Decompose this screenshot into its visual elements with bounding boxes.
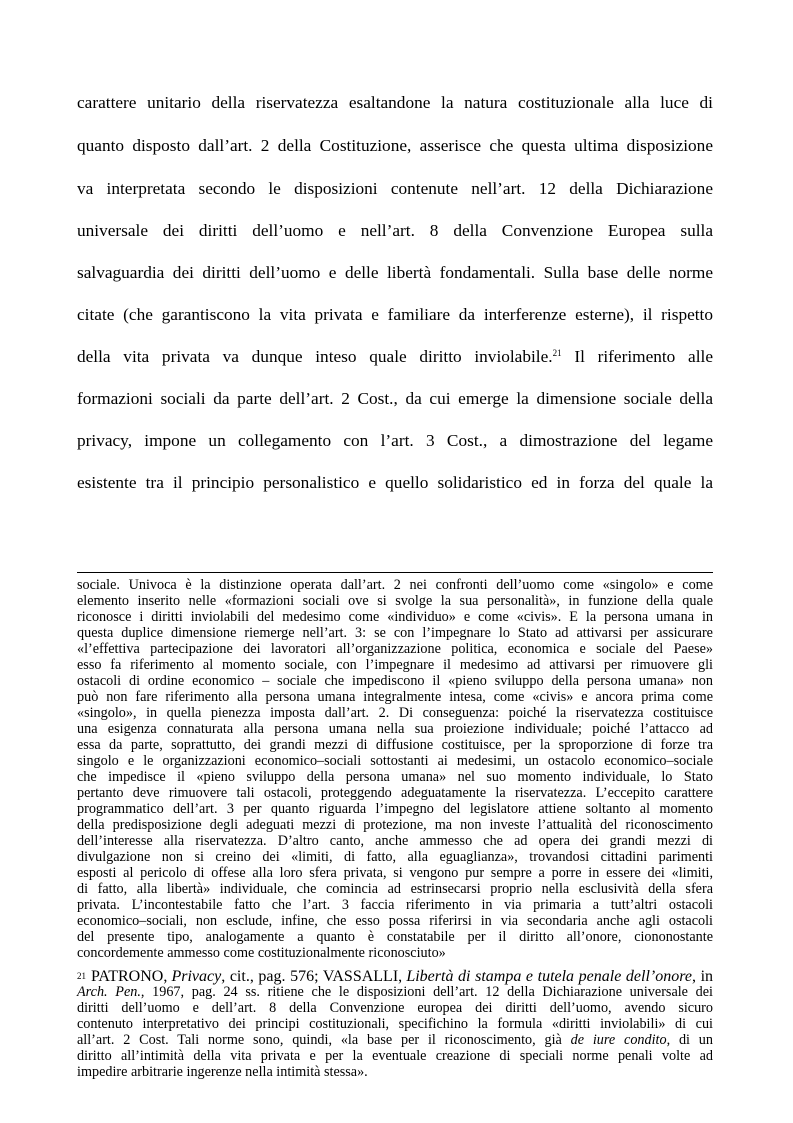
footnote-journal: Arch. Pen. [77,984,141,1000]
footnote-text: , cit., pag. 576; VASSALLI, [221,968,403,985]
footnote-line: programmatico dell’art. 3 per quanto riguarda l’impegno del legislatore attiene soltanto al momento [77,801,713,817]
footnote-line: riconosce i diritti inviolabili del medesimo come «individuo» e come «civis». E la persona umana in [77,609,713,625]
body-line: esistente tra il principio personalistico e quello solidaristico ed in forza del quale la [77,473,713,492]
footnote-line: del presente tipo, analogamente a quanto è constatabile per il diritto all’onore, ciononostante [77,929,713,945]
body-line: privacy, impone un collegamento con l’art. 3 Cost., a dimostrazione del legame [77,431,713,450]
footnote-line: economico–sociali, non esclude, infine, che esso possa riferirsi in via secondaria anche agli ostacoli [77,913,713,929]
footnote-title: Libertà di stampa e tutela penale dell’onore [406,968,692,985]
body-line: citate (che garantiscono la vita privata e familiare da interferenze esterne), il rispetto [77,305,713,324]
footnote-ref-21[interactable]: 21 [552,348,562,358]
footnote-line: pertanto deve rimuovere tali ostacoli, proteggendo adeguatamente la riservatezza. L’eccepito carattere [77,785,713,801]
footnote-line: divulgazione non si creino dei «limiti, di fatto, alla eguaglianza», trovandosi cittadini parimenti [77,849,713,865]
footnote-marker: 21 [77,971,86,981]
footnote-text: , 1967, pag. 24 ss. ritiene che le disposizioni dell’art. 12 della Dichiarazione universale dei [140,984,713,1000]
footnote-line [77,984,713,1000]
body-line: salvaguardia dei diritti dell’uomo e delle libertà fondamentali. Sulla base delle norme [77,263,713,282]
body-line: quanto disposto dall’art. 2 della Costituzione, asserisce che questa ultima disposizione [77,136,713,155]
footnote-line: «l’effettiva partecipazione dei lavoratori all’organizzazione politica, economica e sociale del Paese» [77,641,713,657]
footnote-line: dell’interesse alla riservatezza. D’altro canto, anche ammesso che ad opera dei grandi mezzi di [77,833,713,849]
footnote-line: di fatto, alla libertà» individuale, che comincia ad estrinsecarsi proprio nella esclusività della sfera [77,881,713,897]
footnote-line: diritti dell’uomo e dell’art. 8 della Convenzione europea dei diritti dell’uomo, avendo sicuro [77,1000,713,1016]
body-text-segment: Il riferimento alle [561,347,713,366]
footnote-line: ostacoli di ordine economico – sociale che impediscono il «pieno sviluppo della persona umana» non [77,673,713,689]
footnote-line: esso fa riferimento al momento sociale, con l’impegnare il medesimo ad attivarsi per rimuovere gli [77,657,713,673]
footnote-text: , in [691,968,714,985]
footnote-line: concordemente ammesso come costituzionalmente riconosciuto» [77,945,446,961]
footnote-line: esposti al pericolo di offese alla loro sfera privata, si vengono pur sempre a porre in essere dei «limiti, [77,865,713,881]
footnote-title: Privacy [171,968,222,985]
footnote-line: privata. L’incontestabile fatto che l’art. 3 faccia riferimento in via primaria a tutt’altri ostacoli [77,897,713,913]
footnote-line: impedire arbitrarie ingerenze nella intimità stessa». [77,1064,368,1080]
footnote-line: essa da parte, soprattutto, dei grandi mezzi di diffusione costituisce, per la sproporzione di forze tra [77,737,713,753]
footnote-line: contenuto interpretativo dei principi costituzionali, specifichino la formula «diritti inviolabili» di cui [77,1016,713,1032]
footnote-text: , di un [666,1032,713,1048]
footnote-line: diritto all’intimità della vita privata e per la eventuale creazione di speciali norme penali volte ad [77,1048,713,1064]
body-line: va interpretata secondo le disposizioni contenute nell’art. 12 della Dichiarazione [77,179,713,198]
footnote-latin: de iure condito [570,1032,667,1048]
footnote-line: elemento inserito nelle «formazioni sociali ove si svolge la sua personalità», in funzione della quale [77,593,713,609]
footnote-separator [77,572,713,573]
footnote-author: PATRONO, [91,968,168,985]
footnote-line: sociale. Univoca è la distinzione operata dall’art. 2 nei confronti dell’uomo come «singolo» e come [77,577,713,593]
footnote-text: all’art. 2 Cost. Tali norme sono, quindi, «la base per il riconoscimento, già [77,1032,562,1048]
body-line: carattere unitario della riservatezza esaltandone la natura costituzionale alla luce di [77,93,713,112]
body-text-segment: della vita privata va dunque inteso quale diritto inviolabile. [77,347,553,366]
footnote-line: può non fare riferimento alla persona umana integralmente intesa, come «civis» e ancora prima come [77,689,713,705]
footnote-line: «singolo», in quella pienezza imposta dall’art. 2. Di conseguenza: poiché la riservatezza costituisce [77,705,713,721]
footnote-line: che impedisce il «pieno sviluppo della persona umana» nel suo momento individuale, lo Stato [77,769,713,785]
footnote-line [77,968,713,984]
body-line: universale dei diritti dell’uomo e nell’art. 8 della Convenzione Europea sulla [77,221,713,240]
body-line: formazioni sociali da parte dell’art. 2 Cost., da cui emerge la dimensione sociale della [77,389,713,408]
footnote-line: una esigenza connaturata alla persona umana nella sua proiezione individuale; poiché l’attacco ad [77,721,713,737]
footnote-line: questa duplice dimensione riemerge nell’art. 3: se con l’impegnare lo Stato ad attivarsi per assicurare [77,625,713,641]
footnote-line: della predisposizione degli adeguati mezzi di protezione, ma non investe l’attualità del riconoscimento [77,817,713,833]
footnote-line [77,1032,713,1048]
body-line-with-footnote-ref [77,345,713,369]
footnote-line: singolo e le organizzazioni economico–sociali sottostanti ai medesimi, un ostacolo economico–sociale [77,753,713,769]
